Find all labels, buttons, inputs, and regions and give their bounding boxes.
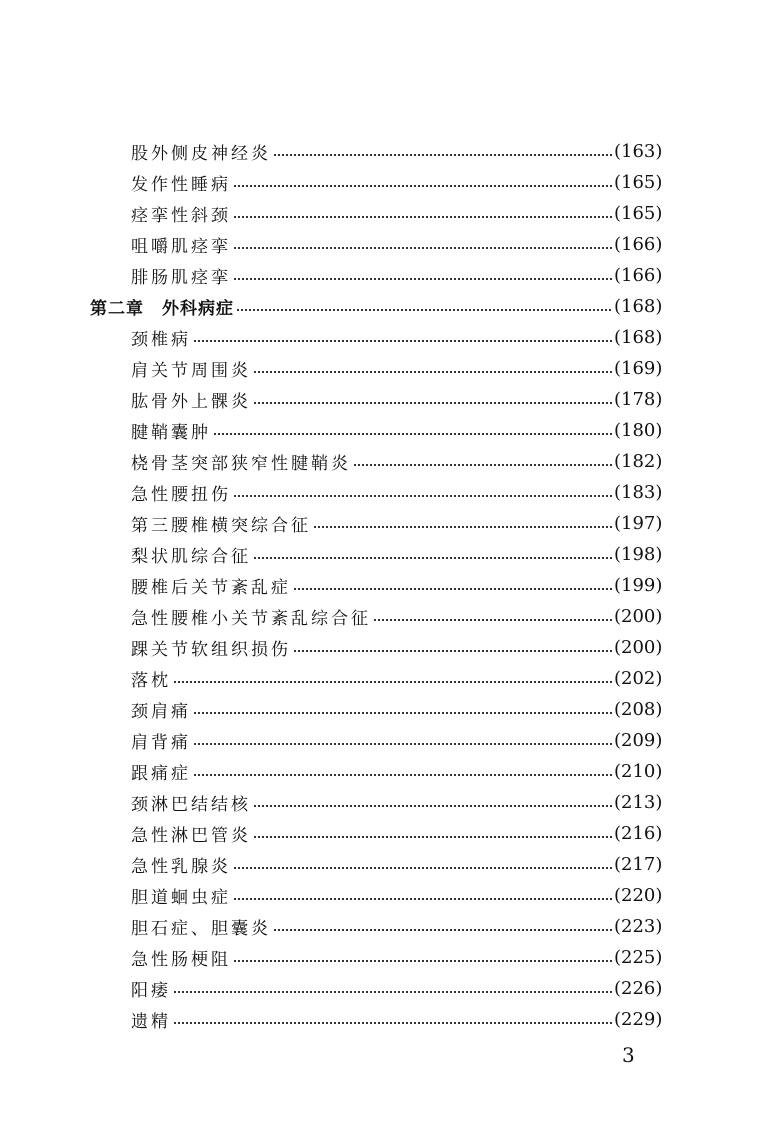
toc-entry	[0, 260, 777, 291]
entry-page: (168)	[614, 296, 663, 317]
page-number: 3	[622, 1043, 635, 1067]
entry-page: (209)	[614, 730, 663, 751]
toc-entry	[0, 539, 777, 570]
entry-page: (226)	[614, 978, 663, 999]
toc-entry	[0, 663, 777, 694]
entry-page: (200)	[614, 637, 663, 658]
toc-entry	[0, 570, 777, 601]
entry-page: (169)	[614, 358, 663, 379]
entry-title: 咀嚼肌痉挛	[131, 232, 233, 257]
toc-entry	[0, 136, 777, 167]
dot-leader	[131, 681, 655, 683]
entry-title: 股外侧皮神经炎	[131, 139, 273, 164]
toc-entry	[0, 1004, 777, 1035]
toc-chapter-heading	[0, 291, 777, 322]
entry-title: 痉挛性斜颈	[131, 201, 233, 226]
dot-leader	[131, 340, 655, 342]
entry-page: (166)	[614, 265, 663, 286]
dot-leader	[131, 743, 655, 745]
toc-entry	[0, 880, 777, 911]
entry-title: 腓肠肌痉挛	[131, 263, 233, 288]
toc-entry	[0, 973, 777, 1004]
entry-page: (197)	[614, 513, 663, 534]
entry-title: 急性乳腺炎	[131, 852, 233, 877]
toc-entry	[0, 508, 777, 539]
entry-page: (225)	[614, 947, 663, 968]
entry-title: 跟痛症	[131, 759, 193, 784]
entry-title: 踝关节软组织损伤	[131, 635, 293, 660]
entry-page: (168)	[614, 327, 663, 348]
entry-page: (178)	[614, 389, 663, 410]
toc-entry	[0, 322, 777, 353]
entry-page: (210)	[614, 761, 663, 782]
entry-page: (165)	[614, 172, 663, 193]
entry-title: 急性腰椎小关节紊乱综合征	[131, 604, 373, 629]
entry-title: 颈椎病	[131, 325, 193, 350]
toc-entry	[0, 601, 777, 632]
entry-title: 胆石症、胆囊炎	[131, 914, 273, 939]
toc-entry	[0, 198, 777, 229]
entry-title: 颈肩痛	[131, 697, 193, 722]
toc-entry	[0, 849, 777, 880]
entry-title: 肩背痛	[131, 728, 193, 753]
entry-page: (180)	[614, 420, 663, 441]
toc-entry	[0, 415, 777, 446]
toc-entry	[0, 725, 777, 756]
entry-page: (183)	[614, 482, 663, 503]
toc-entry	[0, 477, 777, 508]
dot-leader	[131, 1022, 655, 1024]
entry-title: 急性淋巴管炎	[131, 821, 253, 846]
entry-page: (202)	[614, 668, 663, 689]
table-of-contents	[0, 136, 777, 1035]
toc-entry	[0, 694, 777, 725]
entry-title: 发作性睡病	[131, 170, 233, 195]
entry-title: 肩关节周围炎	[131, 356, 253, 381]
entry-page: (163)	[614, 141, 663, 162]
entry-title: 腰椎后关节紊乱症	[131, 573, 293, 598]
entry-title: 肱骨外上髁炎	[131, 387, 253, 412]
toc-entry	[0, 911, 777, 942]
toc-entry	[0, 818, 777, 849]
entry-title: 第三腰椎横突综合征	[131, 511, 313, 536]
chapter-title: 第二章 外科病症	[90, 294, 236, 319]
toc-entry	[0, 167, 777, 198]
entry-title: 急性腰扭伤	[131, 480, 233, 505]
entry-page: (213)	[614, 792, 663, 813]
toc-entry	[0, 787, 777, 818]
entry-page: (216)	[614, 823, 663, 844]
entry-title: 遗精	[131, 1007, 173, 1032]
entry-page: (198)	[614, 544, 663, 565]
entry-page: (166)	[614, 234, 663, 255]
entry-page: (199)	[614, 575, 663, 596]
toc-entry	[0, 384, 777, 415]
entry-title: 胆道蛔虫症	[131, 883, 233, 908]
entry-title: 颈淋巴结结核	[131, 790, 253, 815]
entry-page: (229)	[614, 1009, 663, 1030]
toc-entry	[0, 756, 777, 787]
entry-page: (182)	[614, 451, 663, 472]
entry-title: 梨状肌综合征	[131, 542, 253, 567]
entry-page: (165)	[614, 203, 663, 224]
entry-title: 腱鞘囊肿	[131, 418, 213, 443]
entry-page: (223)	[614, 916, 663, 937]
dot-leader	[131, 991, 655, 993]
entry-title: 桡骨茎突部狭窄性腱鞘炎	[131, 449, 353, 474]
entry-page: (220)	[614, 885, 663, 906]
toc-entry	[0, 942, 777, 973]
entry-title: 阳痿	[131, 976, 173, 1001]
entry-title: 落枕	[131, 666, 173, 691]
toc-entry	[0, 229, 777, 260]
entry-page: (200)	[614, 606, 663, 627]
entry-page: (217)	[614, 854, 663, 875]
entry-title: 急性肠梗阻	[131, 945, 233, 970]
dot-leader	[131, 712, 655, 714]
entry-page: (208)	[614, 699, 663, 720]
dot-leader	[131, 774, 655, 776]
toc-entry	[0, 632, 777, 663]
toc-entry	[0, 446, 777, 477]
toc-entry	[0, 353, 777, 384]
